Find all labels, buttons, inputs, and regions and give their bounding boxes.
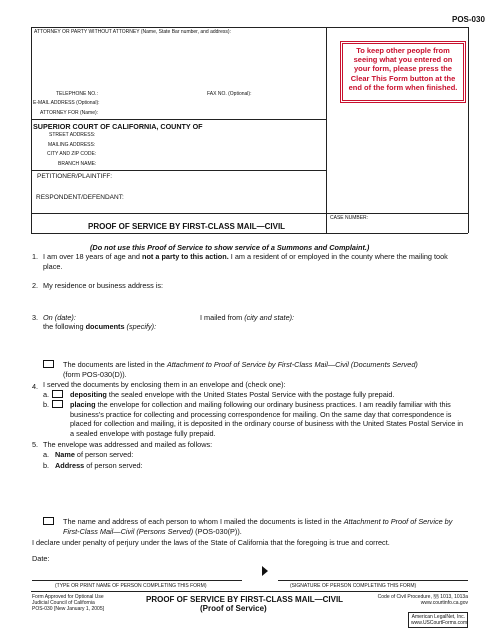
attachment-documents-checkbox[interactable] [43, 360, 54, 368]
declaration-text: I declare under penalty of perjury under the laws of the State of California that the foregoing is true and correct. [32, 538, 390, 547]
fax-label: FAX NO. (Optional): [207, 91, 252, 97]
publisher-box [408, 612, 468, 628]
court-rule [31, 119, 326, 120]
item-4a-checkbox[interactable] [52, 390, 63, 398]
item-5a-letter: a. [43, 450, 50, 459]
item-2-number: 2. [32, 281, 39, 290]
item-2-text: My residence or business address is: [43, 281, 164, 290]
attorney-for-label: ATTORNEY FOR (Name): [40, 110, 99, 116]
form-subtitle: (Do not use this Proof of Service to show service of a Summons and Complaint.) [90, 243, 370, 252]
signature-label: (SIGNATURE OF PERSON COMPLETING THIS FORM) [290, 583, 417, 589]
item-5-text: The envelope was addressed and mailed as follows: [43, 440, 213, 449]
item-4-number: 4. [32, 382, 39, 391]
date-label: Date: [32, 554, 50, 563]
mailing-address-label: MAILING ADDRESS: [48, 142, 96, 148]
header-top-rule [31, 27, 468, 28]
signature-line [278, 580, 468, 581]
telephone-label: TELEPHONE NO.: [56, 91, 98, 97]
petitioner-rule [31, 170, 326, 171]
print-name-label: (TYPE OR PRINT NAME OF PERSON COMPLETING THIS FORM) [55, 583, 207, 589]
attorney-label: ATTORNEY OR PARTY WITHOUT ATTORNEY (Name, State Bar number, and address): [34, 29, 231, 35]
city-zip-label: CITY AND ZIP CODE: [47, 151, 97, 157]
petitioner-label: PETITIONER/PLAINTIFF: [37, 173, 113, 180]
item-4b-letter: b. [43, 400, 50, 409]
item-5a-text: Name of person served: [55, 450, 134, 459]
email-label: E-MAIL ADDRESS (Optional): [33, 100, 100, 106]
court-title: SUPERIOR COURT OF CALIFORNIA, COUNTY OF [33, 122, 203, 131]
right-border [468, 27, 469, 233]
street-address-label: STREET ADDRESS: [49, 132, 96, 138]
signature-arrow-icon [262, 566, 268, 576]
case-number-label: CASE NUMBER: [330, 215, 369, 221]
left-border [31, 27, 32, 233]
footer-title: PROOF OF SERVICE BY FIRST-CLASS MAIL—CIVIL [146, 595, 344, 604]
respondent-label: RESPONDENT/DEFENDANT: [36, 194, 124, 201]
item-3-documents-label: the following documents (specify): [43, 322, 157, 331]
attachment-persons-text: The name and address of each person to whom I mailed the documents is listed in the Attachment to Proof of Service by First-Class Mail—Civil (Persons Served) (POS-030(P)). [63, 517, 453, 536]
footer-site: www.courtinfo.ca.gov [420, 600, 468, 606]
item-1-text: I am over 18 years of age and not a party to this action. I am a resident of or employed in the county where the mailing took place. [43, 252, 448, 271]
item-4a-letter: a. [43, 390, 50, 399]
footer-approved-2: Judicial Council of California [32, 600, 95, 606]
item-3-mailed-from-label: I mailed from (city and state): [200, 313, 295, 322]
header-divider [326, 27, 327, 233]
item-3-number: 3. [32, 313, 39, 322]
item-5b-text: Address of person served: [55, 461, 143, 470]
footer-rule [31, 591, 468, 592]
title-rule [31, 213, 468, 214]
item-4a-text: depositing the sealed envelope with the United States Postal Service with the postage fully prepaid. [70, 390, 395, 399]
attachment-persons-checkbox[interactable] [43, 517, 54, 525]
footer-approved-1: Form Approved for Optional Use [32, 594, 104, 600]
item-4b-text: placing the envelope for collection and mailing following our ordinary business practices. I am readily familiar with this business's practice for collecting and processing correspondence for mailing. On the same day that correspondence is placed for collection and mailing, it is deposited in the ordinary course of business with the United States Postal Service in a sealed envelope with postage fully prepaid. [70, 400, 464, 438]
publisher-name: American LegalNet, Inc. [411, 614, 465, 620]
footer-subtitle: (Proof of Service) [200, 604, 267, 613]
item-4-text: I served the documents by enclosing them in an envelope and (check one): [43, 380, 286, 389]
title-bottom-rule [31, 233, 468, 234]
form-number: POS-030 [452, 15, 485, 24]
document-title: PROOF OF SERVICE BY FIRST-CLASS MAIL—CIVIL [88, 222, 286, 231]
item-1-number: 1. [32, 252, 39, 261]
footer-code: Code of Civil Procedure, §§ 1013, 1013a [377, 594, 468, 600]
attachment-documents-text: The documents are listed in the Attachment to Proof of Service by First-Class Mail—Civil (Documents Served) (form POS-030(D)). [63, 360, 418, 379]
item-3-date-label: On (date): [43, 313, 76, 322]
branch-name-label: BRANCH NAME: [58, 161, 97, 167]
item-5b-letter: b. [43, 461, 50, 470]
print-name-line [32, 580, 242, 581]
item-5-number: 5. [32, 440, 39, 449]
footer-approved-3: POS-030 [New January 1, 2005] [32, 606, 104, 612]
publisher-site[interactable]: www.USCourtForms.com [411, 620, 468, 626]
clear-form-notice: To keep other people from seeing what you entered on your form, please press the Clear This Form button at the end of the form when finished. [342, 43, 464, 101]
item-4b-checkbox[interactable] [52, 400, 63, 408]
